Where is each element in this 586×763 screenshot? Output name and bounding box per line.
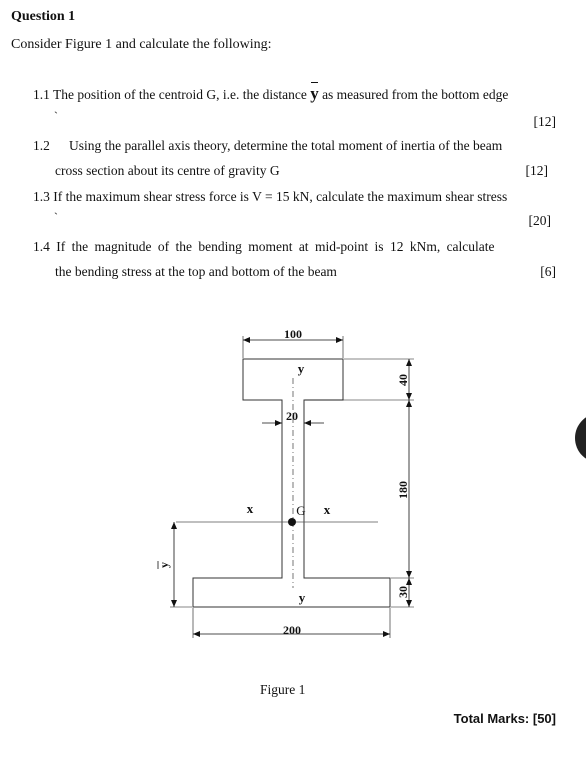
figure-caption: Figure 1 (260, 682, 306, 697)
stray-tick-1: ` (54, 109, 58, 123)
total-marks: Total Marks: [50] (453, 711, 556, 726)
ybar-label (157, 561, 171, 569)
question-heading: Question 1 (11, 9, 76, 24)
marks-1-1: [12] (533, 114, 556, 129)
svg-text:y: y (157, 562, 171, 568)
label-g: G (296, 503, 306, 518)
marks-1-2: [12] (525, 163, 548, 178)
ybar-symbol: y (310, 84, 319, 103)
marks-1-3: [20] (528, 213, 551, 228)
question-1-4-line1: 1.4 If the magnitude of the bending moment at mid-point is 12 kNm, calculate (33, 239, 495, 254)
label-y-top: y (297, 361, 305, 376)
beam-outline (193, 359, 390, 607)
question-1-2-line2: cross section about its centre of gravity G (55, 163, 280, 178)
dim-bottom-width: 200 (283, 623, 301, 637)
label-x-left: x (246, 501, 254, 516)
intro-text: Consider Figure 1 and calculate the following: (11, 37, 272, 52)
dim-top-width: 100 (284, 327, 302, 341)
question-1-4-line2: the bending stress at the top and bottom of the beam (55, 264, 337, 279)
dim-top-thickness: 40 (396, 374, 410, 386)
centroid-point (288, 518, 296, 526)
question-1-2-number: 1.2 (33, 138, 50, 153)
label-x-right: x (323, 502, 331, 517)
marks-1-4: [6] (540, 264, 556, 279)
question-1-3-line1: 1.3 If the maximum shear stress force is V = 15 kN, calculate the maximum shear stress (33, 189, 508, 204)
question-1-2-line1: Using the parallel axis theory, determine the total moment of inertia of the beam (69, 138, 503, 153)
dim-bottom-thickness: 30 (396, 586, 410, 598)
label-y-bottom: y (298, 590, 306, 605)
stray-tick-2: ` (54, 210, 58, 224)
dim-web-height: 180 (396, 481, 410, 499)
dim-web-width: 20 (286, 409, 298, 423)
question-1-1-text: 1.1 The position of the centroid G, i.e. the distance (33, 87, 307, 102)
question-1-1-text-end: as measured from the bottom edge (322, 87, 509, 102)
